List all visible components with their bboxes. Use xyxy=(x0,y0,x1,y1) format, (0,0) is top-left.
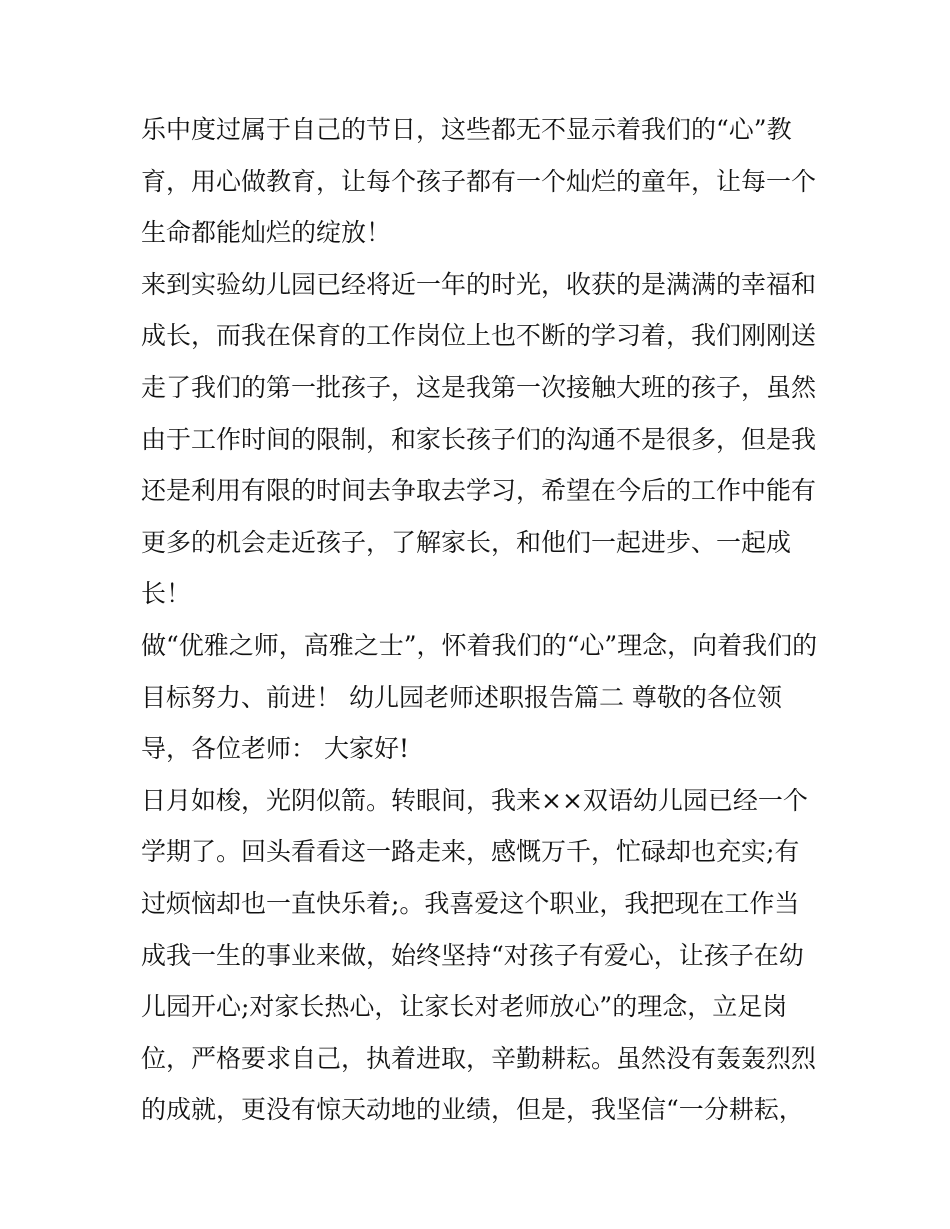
text-line: 乐中度过属于自己的节日，这些都无不显示着我们的“心”教 xyxy=(141,115,792,144)
text-line: 由于工作时间的限制，和家长孩子们的沟通不是很多，但是我 xyxy=(141,424,817,454)
text-line: 做“优雅之师，高雅之士”，怀着我们的“心”理念，向着我们的 xyxy=(141,630,818,660)
text-line: 的成就，更没有惊天动地的业绩，但是，我坚信“一分耕耘， xyxy=(141,1095,804,1125)
text-line: 学期了。回头看看这一路走来，感慨万千，忙碌却也充实;有 xyxy=(141,837,800,867)
text-line: 成长，而我在保育的工作岗位上也不断的学习着，我们刚刚送 xyxy=(141,321,817,351)
text-line: 成我一生的事业来做，始终坚持“对孩子有爱心，让孩子在幼 xyxy=(141,940,804,970)
text-line: 走了我们的第一批孩子，这是我第一次接触大班的孩子，虽然 xyxy=(141,372,817,402)
text-line: 目标努力、前进！ 幼儿园老师述职报告篇二 尊敬的各位领 xyxy=(141,682,782,712)
text-line: 儿园开心;对家长热心，让家长对老师放心”的理念，立足岗 xyxy=(141,992,788,1022)
text-line: 更多的机会走近孩子，了解家长，和他们一起进步、一起成 xyxy=(141,527,792,557)
text-line: 导，各位老师： 大家好! xyxy=(141,734,409,764)
text-line: 生命都能灿烂的绽放！ xyxy=(141,218,392,248)
text-line: 日月如梭，光阴似箭。转眼间，我来××双语幼儿园已经一个 xyxy=(141,785,808,815)
text-line: 育，用心做教育，让每个孩子都有一个灿烂的童年，让每一个 xyxy=(141,166,817,196)
text-line: 来到实验幼儿园已经将近一年的时光，收获的是满满的幸福和 xyxy=(141,269,817,299)
body-text xyxy=(141,104,821,1136)
text-line: 长！ xyxy=(141,579,192,609)
text-line: 位，严格要求自己，执着进取，辛勤耕耘。虽然没有轰轰烈烈 xyxy=(141,1043,817,1073)
text-line: 还是利用有限的时间去争取去学习，希望在今后的工作中能有 xyxy=(141,476,817,506)
text-line: 过烦恼却也一直快乐着;。我喜爱这个职业，我把现在工作当 xyxy=(141,888,800,918)
